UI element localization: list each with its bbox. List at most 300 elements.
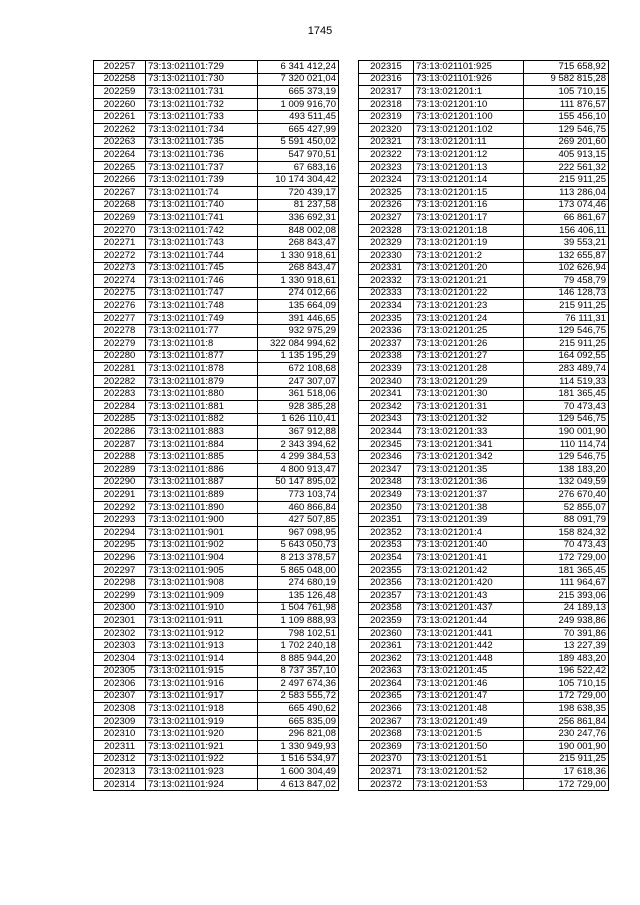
cadastral-value: 222 561,32 [524,161,609,174]
cadastral-value: 132 049,59 [524,476,609,489]
cadastral-number: 73:13:021101:924 [146,778,258,791]
row-number: 202353 [359,539,414,552]
table-row [94,413,339,426]
table-row [359,514,609,527]
table-row [359,413,609,426]
cadastral-number: 73:13:021101:880 [146,388,258,401]
table-row [359,275,609,288]
cadastral-value: 967 098,95 [258,526,339,539]
cadastral-value: 336 692,31 [258,212,339,225]
cadastral-value: 274 012,66 [258,287,339,300]
row-number: 202367 [359,715,414,728]
table-row [359,728,609,741]
cadastral-number: 73:13:021201:27 [414,350,524,363]
cadastral-value: 773 103,74 [258,489,339,502]
row-number: 202266 [94,174,146,187]
table-row [94,715,339,728]
row-number: 202318 [359,98,414,111]
cadastral-value: 102 626,94 [524,262,609,275]
row-number: 202274 [94,275,146,288]
cadastral-number: 73:13:021101:742 [146,224,258,237]
table-row [94,111,339,124]
cadastral-number: 73:13:021201:41 [414,552,524,565]
cadastral-number: 73:13:021101:877 [146,350,258,363]
cadastral-number: 73:13:021101:8 [146,338,258,351]
cadastral-value: 1 600 304,49 [258,766,339,779]
row-number: 202277 [94,312,146,325]
cadastral-number: 73:13:021101:922 [146,753,258,766]
row-number: 202371 [359,766,414,779]
cadastral-number: 73:13:021201:29 [414,375,524,388]
cadastral-number: 73:13:021101:902 [146,539,258,552]
table-row [359,489,609,502]
row-number: 202316 [359,73,414,86]
cadastral-number: 73:13:021201:38 [414,501,524,514]
table-row [94,212,339,225]
table-row [359,577,609,590]
cadastral-number: 73:13:021101:905 [146,564,258,577]
row-number: 202294 [94,526,146,539]
row-number: 202311 [94,741,146,754]
row-number: 202293 [94,514,146,527]
row-number: 202295 [94,539,146,552]
row-number: 202270 [94,224,146,237]
table-row [94,426,339,439]
cadastral-value: 405 913,15 [524,149,609,162]
table-row [94,526,339,539]
cadastral-value: 132 655,87 [524,249,609,262]
table-row [359,464,609,477]
row-number: 202325 [359,186,414,199]
row-number: 202271 [94,237,146,250]
cadastral-number: 73:13:021101:904 [146,552,258,565]
cadastral-value: 70 473,43 [524,539,609,552]
row-number: 202258 [94,73,146,86]
cadastral-value: 50 147 895,02 [258,476,339,489]
table-row [359,426,609,439]
row-number: 202262 [94,123,146,136]
cadastral-value: 5 865 048,00 [258,564,339,577]
cadastral-value: 2 583 555,72 [258,690,339,703]
row-number: 202272 [94,249,146,262]
cadastral-number: 73:13:021201:23 [414,300,524,313]
cadastral-number: 73:13:021201:43 [414,589,524,602]
table-row [359,300,609,313]
table-row [359,388,609,401]
row-number: 202351 [359,514,414,527]
row-number: 202338 [359,350,414,363]
row-number: 202341 [359,388,414,401]
cadastral-number: 73:13:021101:908 [146,577,258,590]
table-row [94,199,339,212]
cadastral-value: 4 299 384,53 [258,451,339,464]
row-number: 202280 [94,350,146,363]
cadastral-value: 249 938,86 [524,615,609,628]
cadastral-value: 672 108,68 [258,363,339,376]
cadastral-value: 1 330 918,61 [258,249,339,262]
table-row [359,149,609,162]
cadastral-number: 73:13:021101:918 [146,703,258,716]
row-number: 202361 [359,640,414,653]
table-row [359,161,609,174]
row-number: 202344 [359,426,414,439]
cadastral-value: 848 002,08 [258,224,339,237]
cadastral-number: 73:13:021101:732 [146,98,258,111]
cadastral-value: 1 516 534,97 [258,753,339,766]
row-number: 202296 [94,552,146,565]
cadastral-number: 73:13:021101:923 [146,766,258,779]
cadastral-value: 230 247,76 [524,728,609,741]
cadastral-number: 73:13:021101:879 [146,375,258,388]
cadastral-number: 73:13:021101:921 [146,741,258,754]
table-row [359,212,609,225]
cadastral-number: 73:13:021201:25 [414,325,524,338]
cadastral-number: 73:13:021201:448 [414,652,524,665]
cadastral-number: 73:13:021101:77 [146,325,258,338]
cadastral-number: 73:13:021201:16 [414,199,524,212]
table-row [359,678,609,691]
row-number: 202342 [359,401,414,414]
row-number: 202329 [359,237,414,250]
cadastral-number: 73:13:021101:889 [146,489,258,502]
table-row [359,715,609,728]
cadastral-value: 493 511,45 [258,111,339,124]
table-row [359,640,609,653]
table-row [94,514,339,527]
cadastral-value: 4 613 847,02 [258,778,339,791]
table-row [94,766,339,779]
table-row [94,741,339,754]
cadastral-number: 73:13:021101:901 [146,526,258,539]
cadastral-number: 73:13:021201:17 [414,212,524,225]
row-number: 202313 [94,766,146,779]
cadastral-number: 73:13:021101:729 [146,61,258,74]
table-row [94,438,339,451]
row-number: 202366 [359,703,414,716]
row-number: 202364 [359,678,414,691]
cadastral-value: 268 843,47 [258,237,339,250]
table-row [94,728,339,741]
cadastral-value: 215 911,25 [524,300,609,313]
cadastral-number: 73:13:021201:100 [414,111,524,124]
cadastral-value: 361 518,06 [258,388,339,401]
cadastral-value: 1 330 949,93 [258,741,339,754]
cadastral-value: 460 866,84 [258,501,339,514]
cadastral-value: 135 126,48 [258,589,339,602]
row-number: 202261 [94,111,146,124]
cadastral-value: 129 546,75 [524,325,609,338]
cadastral-number: 73:13:021201:11 [414,136,524,149]
cadastral-value: 81 237,58 [258,199,339,212]
row-number: 202314 [94,778,146,791]
page-number: 1745 [307,25,333,37]
cadastral-value: 5 643 050,73 [258,539,339,552]
cadastral-number: 73:13:021201:44 [414,615,524,628]
cadastral-value: 256 861,84 [524,715,609,728]
table-row [359,338,609,351]
table-row [94,678,339,691]
table-row [359,262,609,275]
row-number: 202340 [359,375,414,388]
cadastral-value: 1 702 240,18 [258,640,339,653]
cadastral-value: 391 446,65 [258,312,339,325]
table-row [359,539,609,552]
row-number: 202288 [94,451,146,464]
cadastral-value: 2 343 394,62 [258,438,339,451]
table-row [94,61,339,74]
table-row [94,325,339,338]
table-row [94,778,339,791]
row-number: 202267 [94,186,146,199]
row-number: 202300 [94,602,146,615]
table-row [94,652,339,665]
row-number: 202307 [94,690,146,703]
row-number: 202322 [359,149,414,162]
cadastral-number: 73:13:021201:47 [414,690,524,703]
cadastral-value: 181 365,45 [524,388,609,401]
table-row [94,375,339,388]
cadastral-value: 138 183,20 [524,464,609,477]
table-row [94,224,339,237]
cadastral-number: 73:13:021201:437 [414,602,524,615]
row-number: 202302 [94,627,146,640]
cadastral-number: 73:13:021101:735 [146,136,258,149]
cadastral-value: 215 911,25 [524,753,609,766]
cadastral-value: 547 970,51 [258,149,339,162]
row-number: 202345 [359,438,414,451]
cadastral-value: 129 546,75 [524,413,609,426]
table-row [94,690,339,703]
row-number: 202275 [94,287,146,300]
table-row [359,111,609,124]
row-number: 202336 [359,325,414,338]
row-number: 202285 [94,413,146,426]
cadastral-number: 73:13:021201:342 [414,451,524,464]
cadastral-value: 105 710,15 [524,678,609,691]
row-number: 202312 [94,753,146,766]
cadastral-value: 172 729,00 [524,690,609,703]
table-row [359,451,609,464]
cadastral-number: 73:13:021101:925 [414,61,524,74]
cadastral-value: 283 489,74 [524,363,609,376]
cadastral-number: 73:13:021101:920 [146,728,258,741]
table-row [94,501,339,514]
cadastral-value: 156 406,11 [524,224,609,237]
row-number: 202301 [94,615,146,628]
cadastral-value: 1 135 195,29 [258,350,339,363]
row-number: 202257 [94,61,146,74]
cadastral-number: 73:13:021101:883 [146,426,258,439]
cadastral-number: 73:13:021101:926 [414,73,524,86]
cadastral-number: 73:13:021201:32 [414,413,524,426]
cadastral-value: 172 729,00 [524,552,609,565]
cadastral-value: 181 365,45 [524,564,609,577]
row-number: 202259 [94,86,146,99]
cadastral-value: 88 091,79 [524,514,609,527]
cadastral-number: 73:13:021201:39 [414,514,524,527]
row-number: 202365 [359,690,414,703]
row-number: 202303 [94,640,146,653]
left-table [93,60,339,791]
cadastral-value: 276 670,40 [524,489,609,502]
row-number: 202299 [94,589,146,602]
row-number: 202334 [359,300,414,313]
cadastral-number: 73:13:021201:20 [414,262,524,275]
table-row [94,149,339,162]
cadastral-number: 73:13:021201:49 [414,715,524,728]
table-row [359,186,609,199]
table-row [359,615,609,628]
cadastral-number: 73:13:021101:910 [146,602,258,615]
table-row [359,61,609,74]
cadastral-number: 73:13:021101:890 [146,501,258,514]
cadastral-number: 73:13:021101:882 [146,413,258,426]
cadastral-number: 73:13:021101:749 [146,312,258,325]
cadastral-value: 9 582 815,28 [524,73,609,86]
cadastral-value: 665 835,09 [258,715,339,728]
row-number: 202359 [359,615,414,628]
cadastral-value: 164 092,55 [524,350,609,363]
table-row [94,136,339,149]
cadastral-value: 932 975,29 [258,325,339,338]
cadastral-number: 73:13:021201:5 [414,728,524,741]
table-row [94,753,339,766]
cadastral-value: 928 385,28 [258,401,339,414]
cadastral-value: 67 683,16 [258,161,339,174]
cadastral-value: 798 102,51 [258,627,339,640]
cadastral-number: 73:13:021101:743 [146,237,258,250]
cadastral-value: 114 519,33 [524,375,609,388]
cadastral-value: 10 174 304,42 [258,174,339,187]
cadastral-number: 73:13:021101:900 [146,514,258,527]
table-row [359,174,609,187]
row-number: 202369 [359,741,414,754]
table-row [94,489,339,502]
row-number: 202350 [359,501,414,514]
row-number: 202321 [359,136,414,149]
row-number: 202263 [94,136,146,149]
table-row [359,123,609,136]
cadastral-number: 73:13:021201:4 [414,526,524,539]
cadastral-value: 155 456,10 [524,111,609,124]
row-number: 202348 [359,476,414,489]
table-row [94,338,339,351]
cadastral-number: 73:13:021101:885 [146,451,258,464]
table-row [94,275,339,288]
row-number: 202319 [359,111,414,124]
row-number: 202276 [94,300,146,313]
cadastral-number: 73:13:021201:26 [414,338,524,351]
cadastral-number: 73:13:021201:10 [414,98,524,111]
table-row [94,464,339,477]
table-row [359,136,609,149]
cadastral-number: 73:13:021201:51 [414,753,524,766]
table-row [359,778,609,791]
cadastral-number: 73:13:021101:734 [146,123,258,136]
cadastral-number: 73:13:021101:914 [146,652,258,665]
table-row [359,312,609,325]
row-number: 202317 [359,86,414,99]
cadastral-number: 73:13:021101:737 [146,161,258,174]
cadastral-number: 73:13:021101:909 [146,589,258,602]
cadastral-value: 173 074,46 [524,199,609,212]
cadastral-value: 665 373,19 [258,86,339,99]
cadastral-number: 73:13:021201:37 [414,489,524,502]
cadastral-number: 73:13:021101:881 [146,401,258,414]
cadastral-value: 269 201,60 [524,136,609,149]
row-number: 202362 [359,652,414,665]
row-number: 202265 [94,161,146,174]
table-row [94,552,339,565]
cadastral-value: 322 084 994,62 [258,338,339,351]
table-row [94,174,339,187]
cadastral-value: 17 618,36 [524,766,609,779]
cadastral-value: 158 824,32 [524,526,609,539]
cadastral-number: 73:13:021201:2 [414,249,524,262]
table-row [359,602,609,615]
row-number: 202328 [359,224,414,237]
table-row [359,73,609,86]
row-number: 202356 [359,577,414,590]
cadastral-number: 73:13:021201:30 [414,388,524,401]
cadastral-number: 73:13:021101:912 [146,627,258,640]
cadastral-value: 129 546,75 [524,123,609,136]
table-row [94,615,339,628]
row-number: 202278 [94,325,146,338]
table-row [359,224,609,237]
cadastral-number: 73:13:021201:52 [414,766,524,779]
table-row [94,539,339,552]
table-row [359,753,609,766]
table-row [94,287,339,300]
row-number: 202283 [94,388,146,401]
table-row [359,501,609,514]
row-number: 202264 [94,149,146,162]
row-number: 202349 [359,489,414,502]
cadastral-number: 73:13:021101:748 [146,300,258,313]
row-number: 202297 [94,564,146,577]
cadastral-number: 73:13:021101:736 [146,149,258,162]
table-row [94,589,339,602]
row-number: 202291 [94,489,146,502]
cadastral-number: 73:13:021101:746 [146,275,258,288]
row-number: 202310 [94,728,146,741]
row-number: 202355 [359,564,414,577]
cadastral-number: 73:13:021201:35 [414,464,524,477]
table-row [359,86,609,99]
cadastral-value: 1 109 888,93 [258,615,339,628]
table-row [94,627,339,640]
cadastral-number: 73:13:021201:441 [414,627,524,640]
row-number: 202347 [359,464,414,477]
cadastral-number: 73:13:021201:36 [414,476,524,489]
table-row [94,577,339,590]
cadastral-number: 73:13:021101:916 [146,678,258,691]
cadastral-value: 274 680,19 [258,577,339,590]
cadastral-number: 73:13:021201:420 [414,577,524,590]
cadastral-value: 1 504 761,98 [258,602,339,615]
cadastral-number: 73:13:021201:46 [414,678,524,691]
row-number: 202279 [94,338,146,351]
cadastral-value: 196 522,42 [524,665,609,678]
row-number: 202269 [94,212,146,225]
row-number: 202304 [94,652,146,665]
cadastral-number: 73:13:021201:28 [414,363,524,376]
row-number: 202370 [359,753,414,766]
table-row [359,363,609,376]
table-row [94,262,339,275]
table-row [359,627,609,640]
